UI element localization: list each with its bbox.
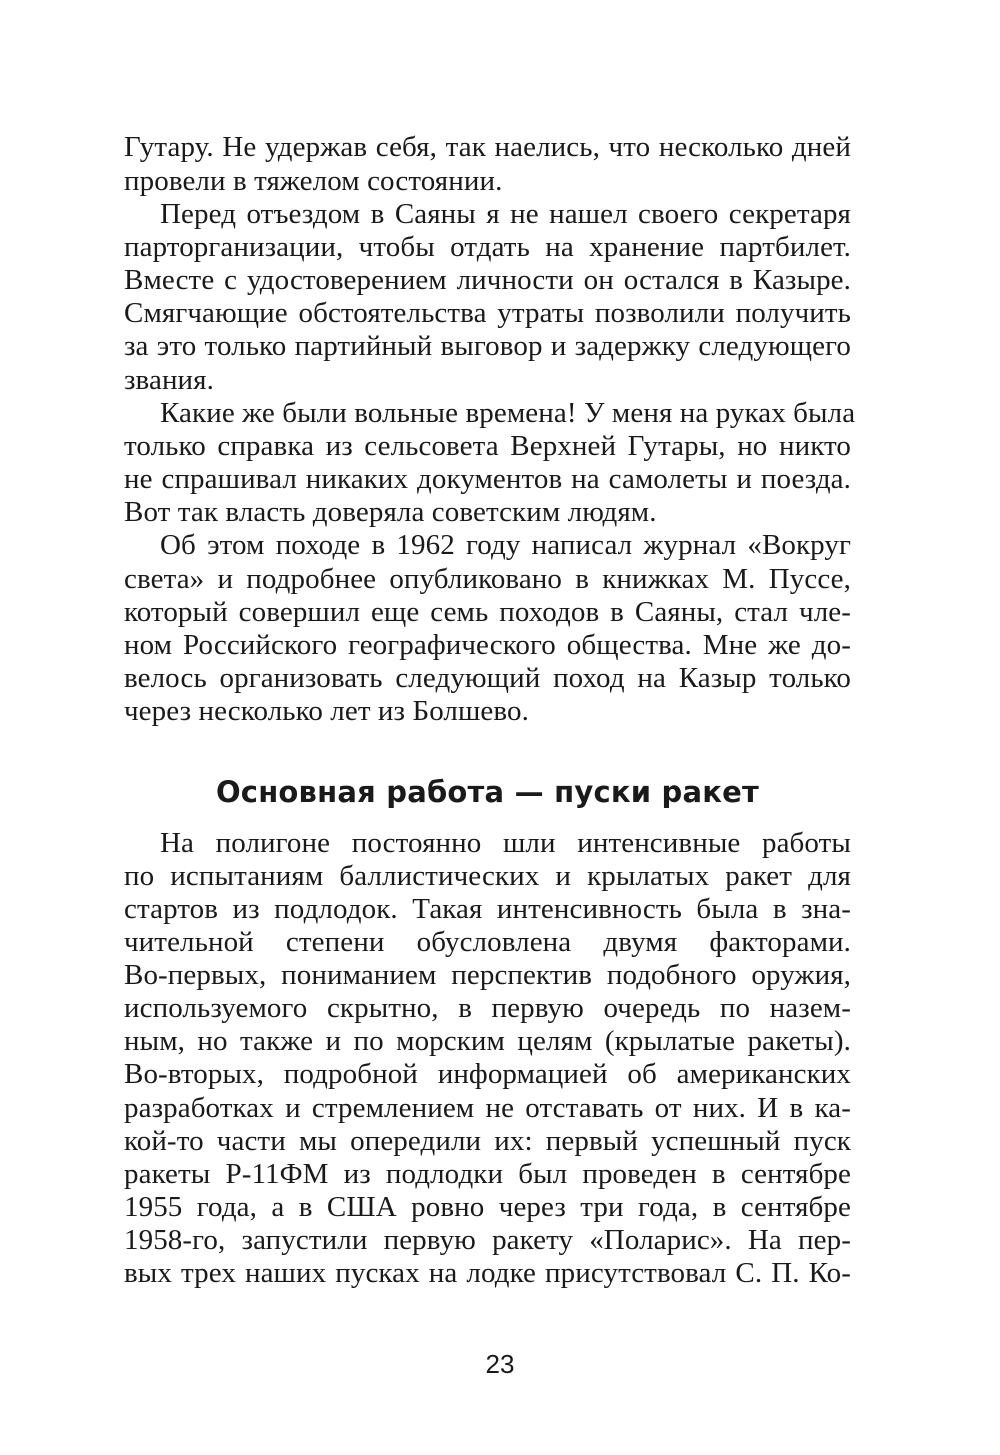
text-line: ракеты Р-11ФМ из подлодки был проведен в сентябре <box>124 1158 851 1190</box>
text-line: ном Российского географического общества. Мне же до- <box>124 629 851 661</box>
text-line: 1958-го, запустили первую ракету «Поларис». На пер- <box>124 1224 851 1256</box>
text-line: не спрашивал никаких документов на самолеты и поезда. <box>124 463 851 495</box>
text-line: по испытаниям баллистических и крылатых ракет для <box>124 860 851 892</box>
text-line: стартов из подлодок. Такая интенсивность была в зна- <box>124 893 851 925</box>
text-line: Об этом походе в 1962 году написал журнал «Вокруг <box>160 529 851 561</box>
text-line: Вместе с удостоверением личности он остался в Казыре. <box>124 264 851 296</box>
text-line: На полигоне постоянно шли интенсивные работы <box>160 827 851 859</box>
text-line: Вот так власть доверяла советским людям. <box>124 496 657 528</box>
text-line: Гутару. Не удержав себя, так наелись, что несколько дней <box>124 131 851 163</box>
text-line: Во-вторых, подробной информацией об американских <box>124 1058 851 1090</box>
text-line: звания. <box>124 364 214 396</box>
text-line: провели в тяжелом состоянии. <box>124 165 503 197</box>
text-line: велось организовать следующий поход на Казыр только <box>124 662 851 694</box>
text-line: Во-первых, пониманием перспектив подобного оружия, <box>124 959 851 991</box>
text-line: света» и подробнее опубликовано в книжках М. Пуссе, <box>124 563 851 595</box>
text-line: который совершил еще семь походов в Саяны, стал чле- <box>124 596 851 628</box>
text-line: Смягчающие обстоятельства утраты позволили получить <box>124 297 851 329</box>
text-line: ным, но также и по морским целям (крылатые ракеты). <box>124 1025 851 1057</box>
page-number: 23 <box>485 1349 515 1379</box>
text-line: только справка из сельсовета Верхней Гутары, но никто <box>124 430 851 462</box>
text-line: используемого скрытно, в первую очередь по назем- <box>124 992 851 1024</box>
text-line: кой-то части мы опередили их: первый успешный пуск <box>124 1125 851 1157</box>
text-line: разработках и стремлением не отставать от них. И в ка- <box>124 1092 851 1124</box>
text-line: за это только партийный выговор и задержку следующего <box>124 330 851 362</box>
text-line: 1955 года, а в США ровно через три года, в сентябре <box>124 1191 851 1223</box>
text-line: вых трех наших пусках на лодке присутствовал С. П. Ко- <box>124 1257 851 1289</box>
section-heading: Основная работа — пуски ракет <box>215 775 760 809</box>
text-line: парторганизации, чтобы отдать на хранение партбилет. <box>124 231 851 263</box>
text-line: через несколько лет из Болшево. <box>124 695 529 727</box>
text-line: чительной степени обусловлена двумя факторами. <box>124 926 851 958</box>
text-line: Какие же были вольные времена! У меня на руках была <box>160 397 856 429</box>
text-line: Перед отъездом в Саяны я не нашел своего секретаря <box>160 198 851 230</box>
